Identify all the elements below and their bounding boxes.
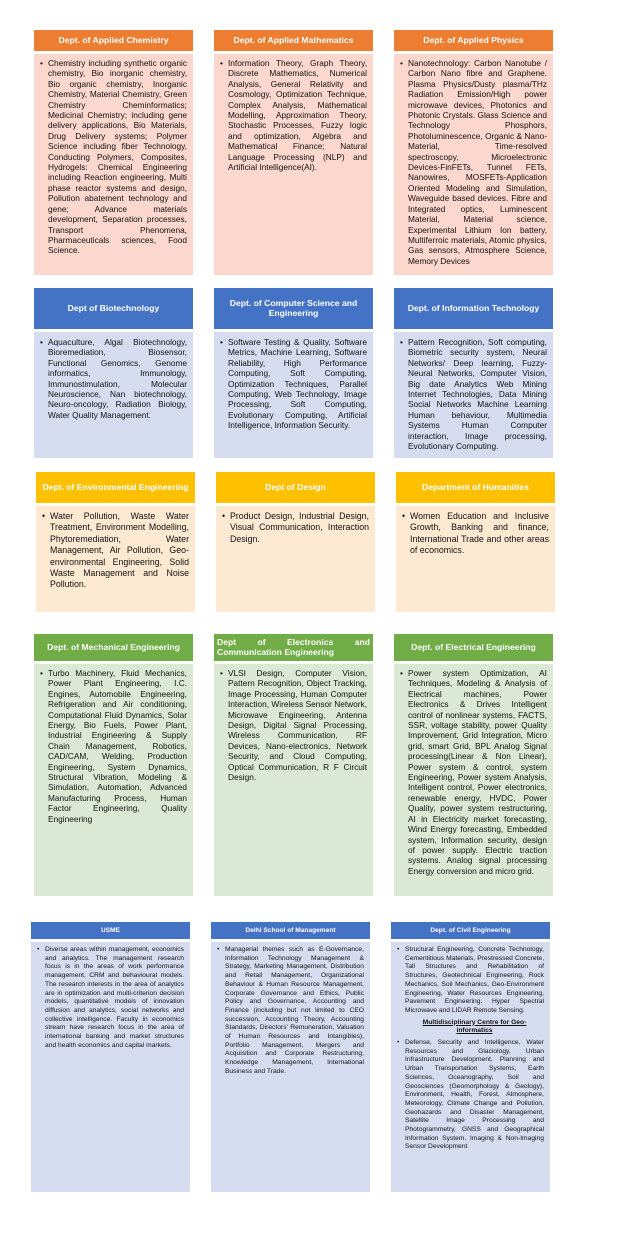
- list-item: • Nanotechnology: Carbon Nanotube / Carbon Nano fibre and Graphene. Plasma Physics/Dusty plasma/THz Radiation Emission/High power microwave devices, Photonics and Photonic Crystals. Glass Science and Technology Phosphors, Photoluminescence, Organic & Nano-Material, Time-resolved spectroscopy, Microelectronic Devices-FinFETs, Tunnel FETs, Nanowires, MOSFETs-Application Oriented Modeling and Simulation, Waveguide based devices. Fibre and Integrated optics, Luminescent Material, Material science, Experimental Lithium Ion battery, Multiferroic materials, Atomic physics, Gas sensors, Atmosphere Science, Memory Devices: [400, 58, 547, 266]
- card-mechanical-engineering: [34, 634, 193, 896]
- list-item: • Defense, Security and Intelligence, Water Resources and Glaciology, Urban Infrastructure Development, Planning and Urban Transportation Systems, Earth Sciences, Oceanography, Soil and Geosciences (Geomorphology & Geology), Environment, Health, Forest, Atmosphere, Meteorology, Climate Change and Pollution, Geohazards and Disaster Management, Satellite Image Processing and Photogrammetry, GNSS and Geographical Information System. Imaging & Non-Imaging Sensor Development: [397, 1039, 544, 1152]
- card-body: [394, 332, 553, 458]
- card-title: Dept. of Computer Science and Engineering: [214, 288, 373, 329]
- card-applied-physics: [394, 30, 553, 275]
- card-body: [216, 506, 375, 612]
- card-title: Dept. of Applied Mathematics: [214, 30, 373, 51]
- card-body: [211, 942, 370, 1192]
- list-item: • Turbo Machinery, Fluid Mechanics, Power Plant Engineering, I.C. Engines, Automobile Engineering, Refrigeration and Air conditioning, Computational Fluid Dynamics, Solar Energy, Bio Fuels, Power Plant, Industrial Engineering & Supply Chain Management, Robotics, CAD/CAM, Welding, Production Engineering, System Dynamics, Structural Vibration, Modeling & Simulation, Automation, Advanced Manufacturing Process, Human Factor Engineering, Quality Engineering: [40, 668, 187, 824]
- card-title: Dept. of Environmental Engineering: [36, 472, 195, 503]
- card-body: [396, 506, 555, 612]
- card-body: [34, 54, 193, 275]
- card-title: Department of Humanities: [396, 472, 555, 503]
- card-electronics-communication: [214, 634, 373, 896]
- list-item: • Managerial themes such as E-Governance, Information Technology Management & Strategy, Marketing Management, Distribution and Retail Management, Organizational Behaviour & Human Resource Management, Corporate Governance and Ethics, Public Policy and Governance, Accounting and Finance (including but not limited to CEO succession, Accounting Theory, Accounting Standards, Directors' Remuneration, Valuation of Human Resources and Intangibles), Portfolio Management, Mergers and Acquisition and Corporate Restructuring, Knowledge Management, International Business and Trade.: [217, 946, 364, 1077]
- card-title: USME: [31, 922, 190, 939]
- list-item: • Information Theory, Graph Theory, Discrete Mathematics, Numerical Analysis, General Relativity and Cosmology, Optimization Technique, Complex Analysis, Mathematical Modelling, Approximation Theory, Stochastic Processes, Fuzzy logic and optimization, Algebra and Mathematical Finance; Natural Language Processing (NLP) and Artificial Intelligence(AI).: [220, 58, 367, 172]
- card-body: [36, 506, 195, 612]
- card-electrical-engineering: [394, 634, 553, 896]
- card-body: [34, 664, 193, 896]
- card-title: Dept of Electronics and Communication Engineering: [214, 634, 373, 661]
- list-item: • Water Pollution, Waste Water Treatment, Environment Modelling, Phytoremediation, Water Management, Air Pollution, Geo-environmental Engineering, Solid Waste Management and Noise Pollution.: [42, 511, 189, 591]
- card-body: [394, 54, 553, 275]
- card-body: [214, 664, 373, 896]
- list-item: • Pattern Recognition, Soft computing, Biometric security system, Neural Networks/ Deep learning, Fuzzy- Neural Networks, Computer Vision, Big date Analytics Web Mining Internet Technologies, Data Mining Social Networks Machine Learning Human behaviour, Multimedia Systems Human Computer interaction, Image processing, Evolutionary Computing.: [400, 337, 547, 451]
- card-title: Dept. of Information Technology: [394, 288, 553, 329]
- card-body: [214, 332, 373, 458]
- list-item: • Women Education and Inclusive Growth, Banking and finance, International Trade and other areas of economics.: [402, 511, 549, 557]
- card-body: [34, 332, 193, 458]
- card-delhi-school-of-management: [211, 922, 370, 1192]
- card-title: Dept. of Civil Engineering: [391, 922, 550, 939]
- card-civil-engineering: [391, 922, 550, 1192]
- card-design: [216, 472, 375, 612]
- card-humanities: [396, 472, 555, 612]
- card-title: Dept. of Applied Chemistry: [34, 30, 193, 51]
- list-item: • VLSI Design, Computer Vision, Pattern Recognition, Object Tracking, Image Processing, Human Computer Interaction, Wireless Sensor Network, Microwave Engineering, Antenna Design, Digital Signal Processing, Wireless Communication, RF Devices, Nano-electronics, Network Security, and Cloud Computing, Optical Communication, R F Circuit Design.: [220, 668, 367, 782]
- card-title: Delhi School of Management: [211, 922, 370, 939]
- list-item: • Structural Engineering, Concrete Technology, Cementitious Materials, Prestressed Concrete, Tall Structures and Rehabilitation of Structures, Geotechnical Engineering, Rock Mechanics, Soil Mechanics, Geo-Environment Engineering, Water Resources Engineering, Pavement Engineering. Hyper Spectral Microwave and LIDAR Remote Sensing.: [397, 946, 544, 1016]
- card-body: [214, 54, 373, 275]
- card-environmental-engineering: [36, 472, 195, 612]
- card-title: Dept. of Mechanical Engineering: [34, 634, 193, 661]
- card-applied-chemistry: [34, 30, 193, 275]
- list-item: • Software Testing & Quality, Software Metrics, Machine Learning, Software Reliability, High Performance Computing, Soft Computing, Optimization Techniques, Parallel Computing, Web Technology, Image Processing, Soft Computing, Evolutionary Computing, Artificial Intelligence, Information Security.: [220, 337, 367, 431]
- list-item: • Chemistry including synthetic organic chemistry, Bio inorganic chemistry, Bio organic chemistry, Inorganic Chemistry, Material Chemistry, Green Chemistry Cheminformatics; Medicinal Chemistry; including gene delivery applications, Bio Materials, Drug Delivery systems; Polymer Science including fiber Technology, Conducting Polymers, Composites, Hydrogels: Chemical Engineering including Reaction engineering, Multi phase reactor systems and design, Pollution abatement technology and gene; Advance materials development, Separation processes, Transport Phenomena, Pharmaceuticals sciences, Food Science.: [40, 58, 187, 256]
- list-item: • Diverse areas within management, economics and analytics. The management research focus is in the areas of work performance management, CRM and behavioural models. The research interests in the area of analytics are in optimization and multi-criterion decision models, quantitative models of innovation diffusion and analytics, social networks and collective intelligence. Faculty in economics stream have research focus in the area of international banking and market structures and health economics and capital markets.: [37, 946, 184, 1050]
- list-item: • Power system Optimization, AI Techniques, Modeling & Analysis of Electrical machines, Power Electronics & Drives Intelligent control of nonlinear systems, FACTS, SSR, voltage stability, power Quality Improvement, Grid Integration, Micro grid, smart Grid, BPL Analog Signal processing(Linear & Non Linear), Power system & control, system Engineering, Power system Analysis, Intelligent control, Power electronics, renewable energy, HVDC, Power Quality, power system restructuring, AI in Electricity market forecasting, Wind Energy forecasting, Embedded system, Information security, design of power supply. Electric traction systems. Analog signal processing Energy conversion and micro grid.: [400, 668, 547, 876]
- card-body: [391, 942, 550, 1192]
- card-information-technology: [394, 288, 553, 458]
- card-title: Dept of Biotechnology: [34, 288, 193, 329]
- card-body: [394, 664, 553, 896]
- card-applied-mathematics: [214, 30, 373, 275]
- card-title: Dept. of Electrical Engineering: [394, 634, 553, 661]
- list-item: • Product Design, Industrial Design, Visual Communication, Interaction Design.: [222, 511, 369, 545]
- list-item: • Aquaculture, Algal Biotechnology, Bioremediation, Biosensor, Functional Genomics, Genome informatics, Immunology, Immunostimulation, Molecular Neuroscience, Nan biotechnology, Neuro-oncology, Radiation Biology, Water Quality Management.: [40, 337, 187, 420]
- card-body: [31, 942, 190, 1192]
- card-title: Dept. of Applied Physics: [394, 30, 553, 51]
- sub-heading-geoinformatics: Multidisciplinary Centre for Geo-informatics: [422, 1018, 527, 1035]
- card-title: Dept of Design: [216, 472, 375, 503]
- card-biotechnology: [34, 288, 193, 458]
- card-usme: [31, 922, 190, 1192]
- card-computer-science: [214, 288, 373, 458]
